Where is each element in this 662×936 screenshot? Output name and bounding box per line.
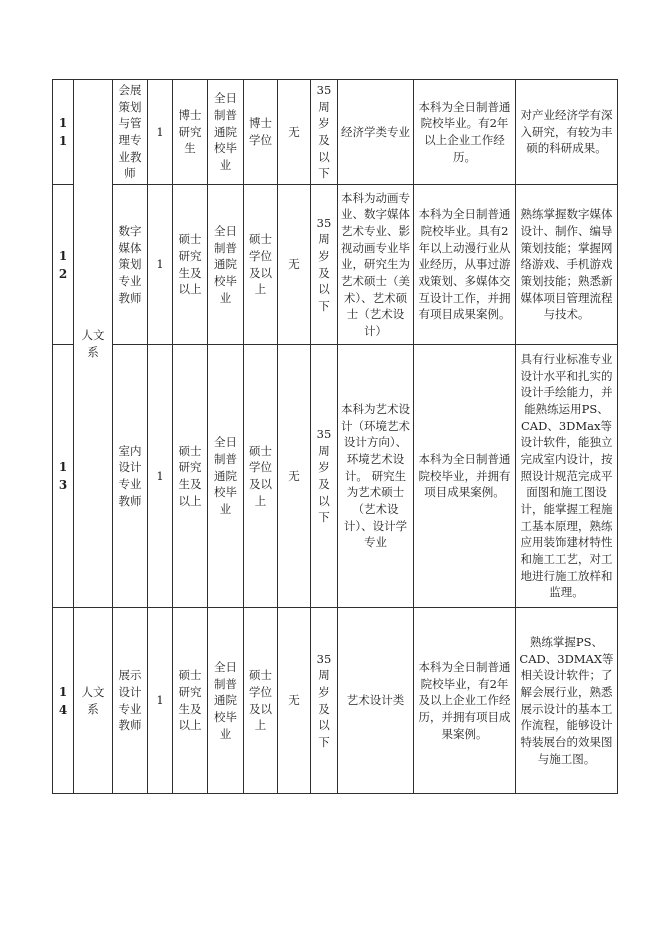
position-cell: 室内设计专业教师 xyxy=(113,345,148,608)
grad-type-cell: 全日制普通院校毕业 xyxy=(208,608,244,794)
headcount-cell: 1 xyxy=(148,608,173,794)
headcount-cell: 1 xyxy=(148,345,173,608)
age-cell: 35周岁及以下 xyxy=(311,185,338,345)
title-cell: 无 xyxy=(278,608,311,794)
remarks-cell: 熟练掌握PS、CAD、3DMAX等相关设计软件；了解会展行业，熟悉展示设计的基本工作流程，能够设计特装展台的效果图与施工图。 xyxy=(516,608,618,794)
seq-cell xyxy=(53,608,74,794)
major-cell: 本科为动画专业、数字媒体艺术专业、影视动画专业毕业，研究生为艺术硕士（美术）、艺术硕士（艺术设计） xyxy=(338,185,414,345)
seq-cell xyxy=(53,80,74,185)
table-row xyxy=(53,345,618,608)
degree-cell: 硕士学位及以上 xyxy=(244,608,278,794)
grad-type-cell: 全日制普通院校毕业 xyxy=(208,185,244,345)
headcount-cell: 1 xyxy=(148,80,173,185)
row-number: 13 xyxy=(58,460,68,493)
seq-cell xyxy=(53,345,74,608)
grad-type-cell: 全日制普通院校毕业 xyxy=(208,80,244,185)
row-number: 12 xyxy=(58,248,68,281)
title-cell: 无 xyxy=(278,345,311,608)
title-cell: 无 xyxy=(278,185,311,345)
recruitment-table xyxy=(52,79,618,794)
dept-cell: 人文系 xyxy=(74,608,113,794)
row-number: 11 xyxy=(58,116,68,149)
degree-cell: 硕士学位及以上 xyxy=(244,185,278,345)
seq-cell xyxy=(53,185,74,345)
table-row xyxy=(53,185,618,345)
remarks-cell: 对产业经济学有深入研究，有较为丰硕的科研成果。 xyxy=(516,80,618,185)
headcount-cell: 1 xyxy=(148,185,173,345)
table-row xyxy=(53,608,618,794)
remarks-cell: 熟练掌握数字媒体设计、制作、编导策划技能；掌握网络游戏、手机游戏策划技能；熟悉新媒体项目管理流程与技术。 xyxy=(516,185,618,345)
other-requirements-cell: 本科为全日制普通院校毕业。具有2年以上动漫行业从业经历，从事过游戏策划、多媒体交互设计工作，并拥有项目成果案例。 xyxy=(414,185,516,345)
position-cell: 数字媒体策划专业教师 xyxy=(113,185,148,345)
degree-cell: 硕士学位及以上 xyxy=(244,345,278,608)
grad-type-cell: 全日制普通院校毕业 xyxy=(208,345,244,608)
other-requirements-cell: 本科为全日制普通院校毕业，有2年及以上企业工作经历，并拥有项目成果案例。 xyxy=(414,608,516,794)
position-cell: 展示设计专业教师 xyxy=(113,608,148,794)
degree-cell: 博士学位 xyxy=(244,80,278,185)
other-requirements-cell: 本科为全日制普通院校毕业，并拥有项目成果案例。 xyxy=(414,345,516,608)
education-cell: 硕士研究生及以上 xyxy=(173,345,208,608)
dept-cell: 人文系 xyxy=(74,80,113,608)
major-cell: 本科为艺术设计（环境艺术设计方向）、环境艺术设计。 研究生为艺术硕士（艺术设计）、设计学专业 xyxy=(338,345,414,608)
education-cell: 博士研究生 xyxy=(173,80,208,185)
age-cell: 35周岁及以下 xyxy=(311,345,338,608)
position-cell: 会展策划与管理专业教师 xyxy=(113,80,148,185)
age-cell: 35周岁及以下 xyxy=(311,608,338,794)
other-requirements-cell: 本科为全日制普通院校毕业。有2年以上企业工作经历。 xyxy=(414,80,516,185)
remarks-cell: 具有行业标准专业设计水平和扎实的设计手绘能力，并能熟练运用PS、CAD、3DMax等设计软件，能独立完成室内设计，按照设计规范完成平面图和施工图设计，能掌握工程施工基本原理，熟练应用装饰建材特性和施工工艺，对工地进行施工放样和监理。 xyxy=(516,345,618,608)
title-cell: 无 xyxy=(278,80,311,185)
table-row xyxy=(53,80,618,185)
major-cell: 经济学类专业 xyxy=(338,80,414,185)
row-number: 14 xyxy=(58,684,68,717)
education-cell: 硕士研究生及以上 xyxy=(173,185,208,345)
major-cell: 艺术设计类 xyxy=(338,608,414,794)
age-cell: 35周岁及以下 xyxy=(311,80,338,185)
education-cell: 硕士研究生及以上 xyxy=(173,608,208,794)
